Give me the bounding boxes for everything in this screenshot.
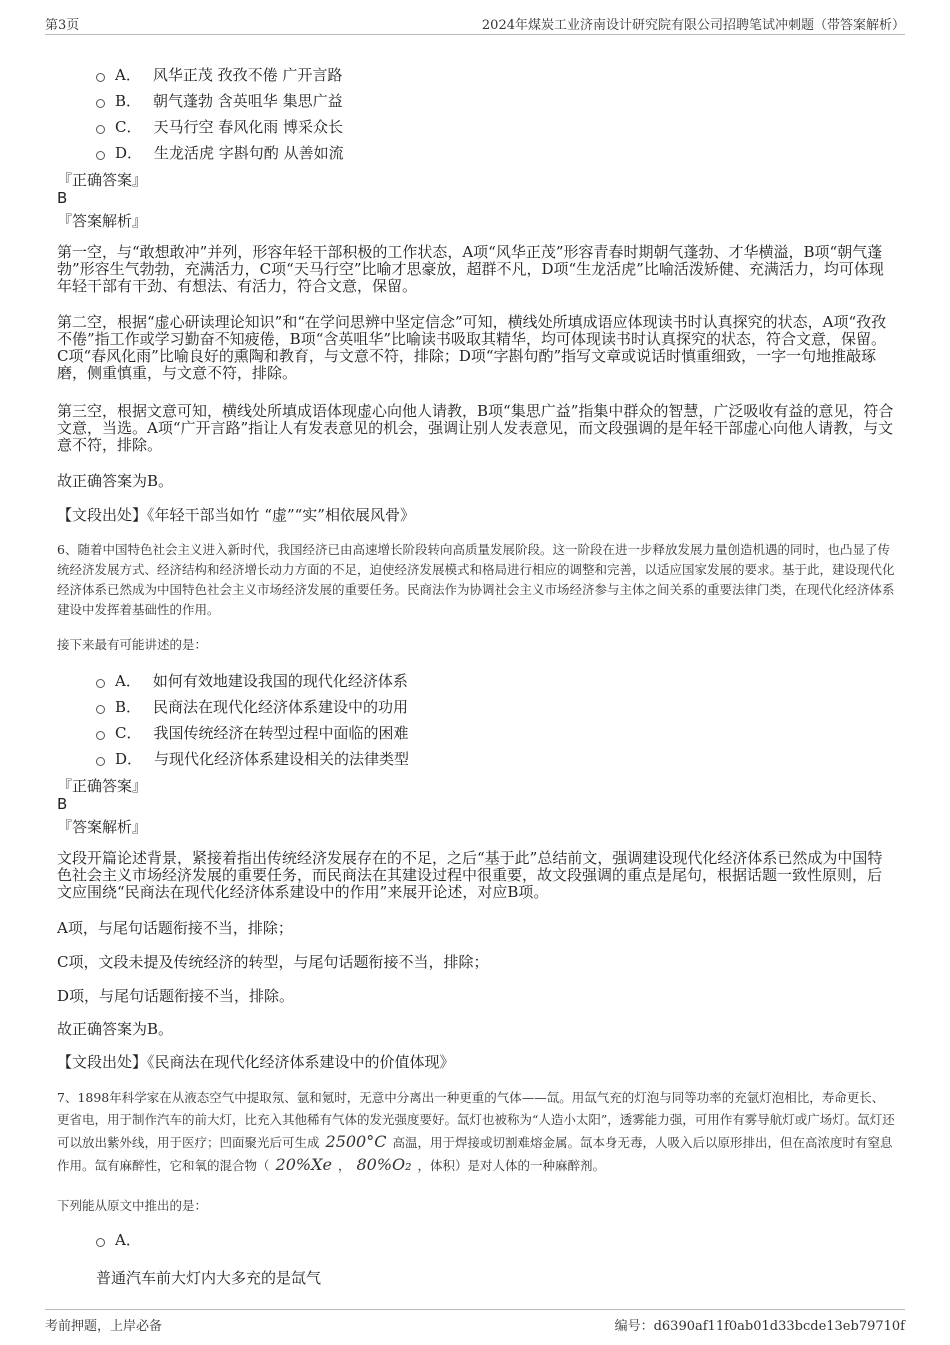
q6-conclusion: 故正确答案为B。	[57, 1020, 174, 1038]
option-text: 天马行空 春风化雨 博采众长	[153, 118, 344, 136]
option-letter: D．	[115, 144, 143, 162]
radio-button-icon[interactable]	[96, 151, 105, 160]
q6-analysis-paragraph: 文段开篇论述背景，紧接着指出传统经济发展存在的不足，之后“基于此”总结前文，强调建设现代化经济体系已然成为中国特色社会主义市场经济发展的重要任务，而民商法在其建设过程中很重要，故文段强调的重点是尾句，根据话题一致性原则，后文应围绕“民商法在现代化经济体系建设中的作用”来展开论述，对应B项。	[57, 849, 883, 901]
q7-option-a[interactable]	[96, 1229, 153, 1250]
q5-analysis-paragraph: 第三空，根据文意可知，横线处所填成语体现虚心向他人请教，B项“集思广益”指集中群众的智慧，广泛吸收有益的意见，符合文意，当选。A项“广开言路”指让人有发表意见的机会，强调让别人发表意见，而文段强调的是年轻干部虚心向他人请教，与文意不符，排除。	[57, 402, 894, 454]
page-number: 第3页	[45, 18, 80, 33]
q6-analysis-paragraph: C项，文段未提及传统经济的转型，与尾句话题衔接不当，排除；	[57, 953, 489, 971]
document-code: 编号：d6390af11f0ab01d33bcde13eb79710f	[614, 1319, 905, 1334]
q7-stem-text: ，	[337, 1158, 351, 1173]
radio-button-icon[interactable]	[96, 757, 105, 766]
q6-stem: 6、随着中国特色社会主义进入新时代，我国经济已由高速增长阶段转向高质量发展阶段。这一阶段在进一步释放发展力量创造机遇的同时，也凸显了传统经济发展方式、经济结构和经济增长动力方面的不足，迫使经济发展模式和格局进行相应的调整和完善，以适应国家发展的要求。基于此，建设现代化经济体系已然成为中国特色社会主义市场经济发展的重要任务。民商法作为协调社会主义市场经济参与主体之间关系的重要法律门类，在现代化经济体系建设中发挥着基础性的作用。	[57, 542, 895, 617]
q6-source: 【文段出处】《民商法在现代化经济体系建设中的价值体现》	[57, 1053, 455, 1071]
radio-button-icon[interactable]	[96, 705, 105, 714]
q7-stem	[57, 1087, 895, 1177]
q5-option-a[interactable]	[96, 64, 342, 85]
radio-button-icon[interactable]	[96, 73, 105, 82]
q6-option-c[interactable]	[96, 722, 409, 743]
temperature-formula: 2500°C	[325, 1132, 387, 1151]
option-letter: D．	[115, 750, 143, 768]
footer-slogan: 考前押题，上岸必备	[45, 1319, 163, 1334]
q5-analysis-paragraph: 第一空，与“敢想敢冲”并列，形容年轻干部积极的工作状态，A项“风华正茂”形容青春时期朝气蓬勃、才华横溢，B项“朝气蓬勃”形容生气勃勃，充满活力，C项“天马行空”比喻才思豪放，超群不凡，D项“生龙活虎”比喻活泼矫健、充满活力，均可体现年轻干部有干劲、有想法、有活力，符合文意，保留。	[57, 243, 884, 295]
option-letter: A．	[115, 66, 141, 84]
q5-answer-label: 『正确答案』	[57, 171, 148, 189]
q5-source: 【文段出处】《年轻干部当如竹 “虚”“实”相依展风骨》	[57, 506, 415, 524]
q6-option-a[interactable]	[96, 670, 408, 691]
page-header	[45, 14, 905, 35]
radio-button-icon[interactable]	[96, 731, 105, 740]
q6-analysis-label: 『答案解析』	[57, 818, 148, 836]
q6-option-d[interactable]	[96, 748, 409, 769]
radio-button-icon[interactable]	[96, 679, 105, 688]
q6-answer-label: 『正确答案』	[57, 777, 148, 795]
q7-prompt: 下列能从原文中推出的是：	[57, 1198, 208, 1213]
option-letter: C．	[115, 118, 142, 136]
q5-analysis-paragraph: 第二空，根据“虚心研读理论知识”和“在学问思辨中坚定信念”可知，横线处所填成语应体现读书时认真探究的状态，A项“孜孜不倦”指工作或学习勤奋不知疲倦，B项“含英咀华”比喻读书吸取其精华，均可体现读书时认真探究的状态，符合文意，保留。C项“春风化雨”比喻良好的熏陶和教育，与文意不符，排除；D项“字斟句酌”指写文章或说话时慎重细致，一字一句地推敲琢磨，侧重慎重，与文意不符，排除。	[57, 313, 887, 382]
option-letter: A．	[115, 672, 141, 690]
q6-answer: B	[57, 795, 68, 813]
document-title: 2024年煤炭工业济南设计研究院有限公司招聘笔试冲刺题（带答案解析）	[481, 18, 905, 33]
q6-analysis-paragraph: D项，与尾句话题衔接不当，排除。	[57, 987, 295, 1005]
page-footer	[45, 1309, 905, 1334]
q6-option-b[interactable]	[96, 696, 408, 717]
q5-option-d[interactable]	[96, 142, 344, 163]
option-letter: C．	[115, 724, 142, 742]
option-text: 风华正茂 孜孜不倦 广开言路	[152, 66, 343, 84]
q5-answer: B	[57, 189, 68, 207]
option-text: 与现代化经济体系建设相关的法律类型	[154, 750, 410, 768]
option-text: 如何有效地建设我国的现代化经济体系	[152, 672, 408, 690]
q7-stem-text: ，体积）是对人体的一种麻醉剂。	[417, 1158, 606, 1173]
q5-option-b[interactable]	[96, 90, 343, 111]
q5-analysis-label: 『答案解析』	[57, 212, 148, 230]
oxygen-formula: 80%O₂	[356, 1155, 412, 1174]
q7-stem-text: 7、1898年科学家在从液态空气中提取氖、氩和氪时，无意中分离出一种更重的气体——氙。用氙气充的灯泡与同等功率的充氩灯泡相比，寿命更长、更省电，用于制作汽车的前大灯，比充入其他稀有气体的发光强度要好。氙灯也被称为“人造小太阳”，透雾能力强，可用作有雾导航灯或广场灯。氙灯还可以放出紫外线，用于医疗；凹面聚光后可生成	[57, 1090, 895, 1150]
q6-prompt: 接下来最有可能讲述的是：	[57, 637, 208, 652]
radio-button-icon[interactable]	[96, 99, 105, 108]
radio-button-icon[interactable]	[96, 125, 105, 134]
q5-conclusion: 故正确答案为B。	[57, 472, 174, 490]
xenon-formula: 20%Xe	[275, 1155, 332, 1174]
option-letter: B．	[115, 92, 142, 110]
option-text: 我国传统经济在转型过程中面临的困难	[153, 724, 409, 742]
q7-stem-text: 高温，用于焊接或切割难熔金属。氙本身无毒，人吸入后以原形排出，但在高浓度时有窒息作用。氙有麻醉性，它和氧的混合物（	[57, 1135, 893, 1173]
q6-analysis-paragraph: A项，与尾句话题衔接不当，排除；	[57, 919, 293, 937]
radio-button-icon[interactable]	[96, 1238, 105, 1247]
q5-option-c[interactable]	[96, 116, 343, 137]
option-text: 民商法在现代化经济体系建设中的功用	[153, 698, 409, 716]
option-letter: B．	[115, 698, 142, 716]
option-text: 生龙活虎 字斟句酌 从善如流	[154, 144, 344, 162]
option-letter: A．	[115, 1231, 141, 1249]
q7-option-a-text: 普通汽车前大灯内大多充的是氙气	[96, 1269, 322, 1287]
option-text: 朝气蓬勃 含英咀华 集思广益	[153, 92, 343, 110]
